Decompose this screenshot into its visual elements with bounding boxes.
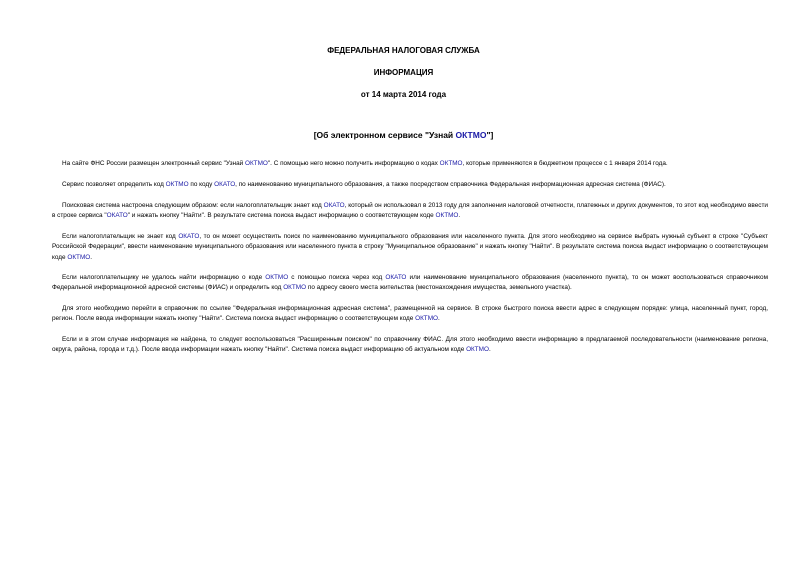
paragraph-3	[52, 201, 768, 222]
text: .	[488, 346, 491, 354]
paragraph-4	[52, 232, 768, 263]
text: , который он использовал в 2013 году для заполнения налоговой отчетности, платежных и других документов, то этот код необходимо ввести в строке сервиса "	[52, 202, 768, 220]
text: или наименование муниципального образования (населенного пункта), то он может воспользоваться справочником Федеральной информационной адресной системы (ФИАС) и определить код	[52, 274, 768, 292]
text: " и нажать кнопку "Найти". В результате система поиска выдаст информацию о соответствующем коде	[127, 212, 436, 220]
text: На сайте ФНС России размещен электронный сервис "Узнай	[62, 160, 245, 167]
text: , то он может осуществить поиск по наименованию муниципального образования или населенного пункта. Для этого необходимо на сервисе выбрать нужный субъект в строке "Субъект Российской Федерации", ввести наименование муниципального образования или населенного пункта в строку "Муниципальное образование" и нажать кнопку "Найти". В результате система поиска выдаст информацию о соответствующем коде	[52, 233, 768, 261]
text: Поисковая система настроена следующим образом: если налогоплательщик знает код	[62, 202, 324, 209]
text: Для этого необходимо перейти в справочник по ссылке "Федеральная информационная адресная система", размещенной на сервисе. В строке быстрого поиска ввести адрес в следующем порядке: улица, населенный пункт, город, регион. После ввода информации нажать кнопку "Найти". Система поиска выдаст информацию о соответствующем коде	[52, 305, 768, 323]
document-date: от 14 марта 2014 года	[360, 90, 447, 99]
document-subject	[0, 130, 807, 140]
oktmo-link[interactable]: ОКТМО	[455, 130, 487, 140]
text: по адресу своего места жительства (местонахождения имущества, земельного участка).	[306, 284, 572, 292]
agency-title: ФЕДЕРАЛЬНАЯ НАЛОГОВАЯ СЛУЖБА	[327, 46, 480, 55]
oktmo-link[interactable]: ОКТМО	[283, 284, 307, 292]
text: с помощью поиска через код	[288, 274, 386, 281]
subject-prefix: [Об электронном сервисе "Узнай	[313, 130, 456, 140]
oktmo-link[interactable]: ОКТМО	[435, 212, 459, 220]
paragraph-7	[52, 335, 768, 356]
text: .	[458, 212, 461, 220]
text: Если и в этом случае информация не найдена, то следует воспользоваться "Расширенным поиском" по справочнику ФИАС. Для этого необходимо ввести информацию в предлагаемой последовательности (наименование региона, округа, района, города и т.д.). После ввода информации нажать кнопку "Найти". Система поиска выдаст информацию об актуальном коде	[52, 336, 768, 354]
oktmo-link[interactable]: ОКТМО	[415, 315, 439, 323]
paragraph-1	[52, 159, 768, 169]
text: .	[438, 315, 440, 323]
oktmo-link[interactable]: ОКТМО	[439, 160, 463, 167]
text: , которые применяются в бюджетном процессе с 1 января 2014 года.	[462, 160, 668, 167]
subject-suffix: "]	[486, 130, 494, 140]
oktmo-link[interactable]: ОКТМО	[67, 253, 91, 261]
paragraph-5	[52, 273, 768, 294]
okato-link[interactable]: ОКАТО	[106, 212, 128, 220]
text: , по наименованию муниципального образования, а также посредством справочника Федеральная информационная адресная система (ФИАС).	[235, 181, 666, 188]
okato-link[interactable]: ОКАТО	[178, 233, 200, 240]
okato-link[interactable]: ОКАТО	[323, 202, 345, 209]
oktmo-link[interactable]: ОКТМО	[165, 181, 189, 188]
text: ". С помощью него можно получить информацию о кодах	[267, 160, 440, 167]
okato-link[interactable]: ОКАТО	[385, 274, 407, 281]
oktmo-link[interactable]: ОКТМО	[265, 274, 289, 281]
text: Если налогоплательщик не знает код	[62, 233, 179, 240]
text: Сервис позволяет определить код	[62, 181, 166, 188]
document-type: ИНФОРМАЦИЯ	[373, 68, 434, 77]
oktmo-link[interactable]: ОКТМО	[466, 346, 489, 354]
text: .	[90, 253, 93, 261]
text: Если налогоплательщику не удалось найти информацию о коде	[62, 274, 266, 281]
text: по коду	[188, 181, 215, 188]
oktmo-link[interactable]: ОКТМО	[244, 160, 268, 167]
okato-link[interactable]: ОКАТО	[214, 181, 236, 188]
paragraph-6	[52, 304, 768, 325]
paragraph-2	[52, 180, 768, 190]
